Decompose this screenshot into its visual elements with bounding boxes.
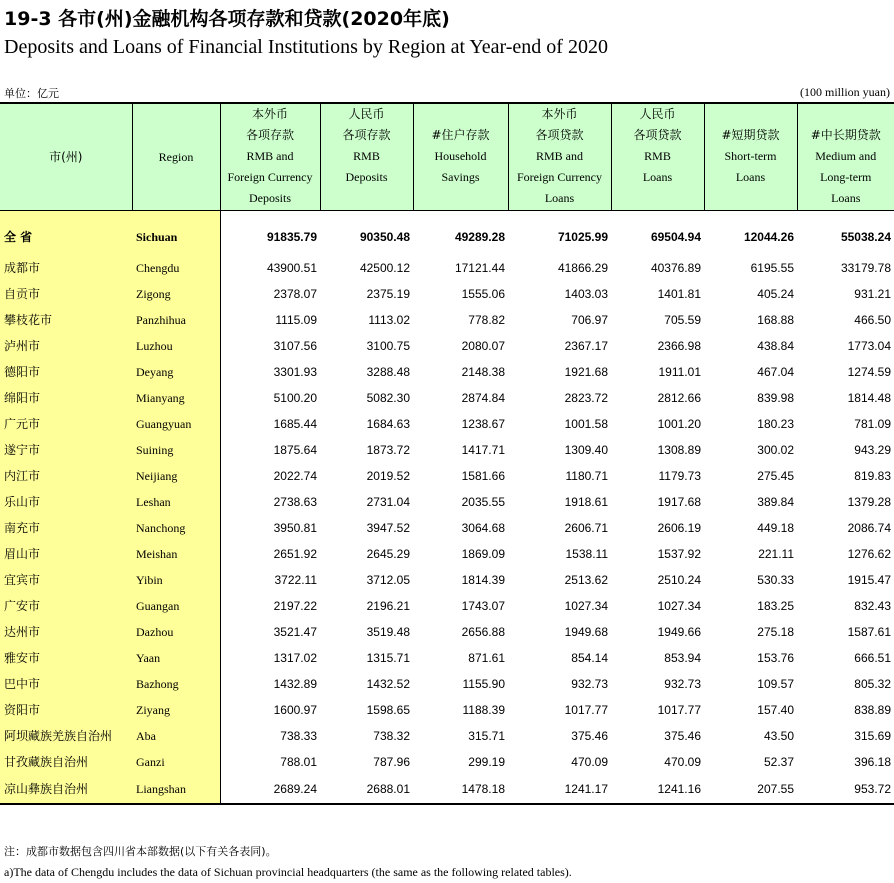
table-row: [0, 619, 894, 645]
value-cell: 1537.92: [657, 547, 701, 561]
value-cell: 1241.17: [508, 775, 611, 804]
value-cell: 2148.38: [461, 365, 505, 379]
value-cell: 3950.81: [273, 521, 317, 535]
value-cell: 1317.02: [273, 651, 317, 665]
unit-label-en: (100 million yuan): [800, 85, 890, 99]
table-row: [0, 411, 894, 437]
value-cell: 1017.77: [657, 703, 701, 717]
value-cell: 3288.48: [366, 365, 410, 379]
value-cell: 1188.39: [462, 703, 505, 717]
value-cell: 2731.04: [366, 495, 410, 509]
value-cell: 52.37: [763, 755, 794, 769]
value-cell: 1949.68: [564, 625, 608, 639]
value-cell: 2080.07: [461, 339, 505, 353]
region-name-cn: 眉山市: [0, 541, 132, 567]
region-name-cn: 广安市: [0, 593, 132, 619]
value-cell: 2874.84: [461, 391, 505, 405]
value-cell: 315.69: [854, 729, 891, 743]
region-name-en: Ziyang: [132, 697, 220, 723]
value-cell: 854.14: [571, 651, 608, 665]
header-col-loans-total: 本外币 各项贷款 RMB and Foreign Currency Loans: [508, 103, 611, 211]
value-cell: 1869.09: [461, 547, 505, 561]
table-row: [0, 671, 894, 697]
value-cell: 5082.30: [366, 391, 410, 405]
region-name-en: Deyang: [132, 359, 220, 385]
table-row: [0, 463, 894, 489]
value-cell: 299.19: [468, 755, 505, 769]
value-cell: 1027.34: [657, 599, 701, 613]
value-cell: 781.09: [854, 417, 891, 431]
value-cell: 3301.93: [273, 365, 317, 379]
value-cell: 932.73: [664, 677, 701, 691]
value-cell: 1027.34: [564, 599, 608, 613]
value-cell: 1875.64: [273, 443, 317, 457]
value-cell: 1113.02: [368, 313, 410, 327]
region-name-en: Yibin: [132, 567, 220, 593]
region-name-en: Mianyang: [132, 385, 220, 411]
region-name-en: Neijiang: [132, 463, 220, 489]
header-row: [0, 103, 894, 211]
value-cell: 438.84: [757, 339, 794, 353]
table-row: [0, 359, 894, 385]
value-cell: 2606.19: [657, 521, 701, 535]
value-cell: 2823.72: [564, 391, 608, 405]
region-name-cn: 成都市: [0, 255, 132, 281]
value-cell: 180.23: [757, 417, 794, 431]
table-row: [0, 775, 894, 804]
value-cell: 2019.52: [366, 469, 410, 483]
value-cell: 1315.71: [366, 651, 410, 665]
value-cell: 2656.88: [461, 625, 505, 639]
table-row: [0, 489, 894, 515]
value-cell: 1814.39: [461, 573, 505, 587]
value-cell: 2689.24: [220, 775, 320, 804]
table-row-total: [0, 211, 894, 256]
value-cell: 1684.63: [366, 417, 410, 431]
value-cell: 275.18: [757, 625, 794, 639]
value-cell: 1238.67: [461, 417, 505, 431]
region-name-en: Aba: [132, 723, 220, 749]
value-cell: 1017.77: [564, 703, 608, 717]
unit-label-cn: 单位：亿元: [4, 87, 59, 100]
value-cell: 43.50: [763, 729, 794, 743]
value-cell: 470.09: [571, 755, 608, 769]
value-cell: 41866.29: [557, 261, 608, 275]
value-cell: 470.09: [664, 755, 701, 769]
value-cell: 3712.05: [366, 573, 410, 587]
value-cell: 33179.78: [840, 261, 891, 275]
value-cell: 1241.16: [611, 775, 704, 804]
value-cell: 706.97: [571, 313, 608, 327]
value-cell: 1581.66: [461, 469, 505, 483]
value-cell: 183.25: [757, 599, 794, 613]
value-cell: 2378.07: [273, 287, 317, 301]
value-cell: 3064.68: [461, 521, 505, 535]
table-body: [0, 211, 894, 805]
value-cell: 1921.68: [564, 365, 608, 379]
value-cell: 832.43: [854, 599, 891, 613]
region-name-cn: 甘孜藏族自治州: [0, 749, 132, 775]
value-cell: 2738.63: [273, 495, 317, 509]
value-cell: 2651.92: [273, 547, 317, 561]
region-name-cn: 阿坝藏族羌族自治州: [0, 723, 132, 749]
region-name-cn: 泸州市: [0, 333, 132, 359]
table-row: [0, 749, 894, 775]
region-name-en: Panzhihua: [132, 307, 220, 333]
table-row: [0, 437, 894, 463]
value-cell: 389.84: [757, 495, 794, 509]
value-cell: 1555.06: [461, 287, 505, 301]
value-cell: 1155.90: [462, 677, 505, 691]
value-cell: 2196.21: [366, 599, 410, 613]
value-cell: 1309.40: [564, 443, 608, 457]
value-cell: 819.83: [854, 469, 891, 483]
value-cell: 109.57: [757, 677, 794, 691]
footnote-en: a)The data of Chengdu includes the data of Sichuan provincial headquarters (the same as the following related tables).: [4, 865, 572, 879]
value-cell: 932.73: [571, 677, 608, 691]
value-cell: 1873.72: [366, 443, 410, 457]
value-cell: 17121.44: [454, 261, 505, 275]
region-name-cn: 德阳市: [0, 359, 132, 385]
region-name-en: Nanchong: [132, 515, 220, 541]
value-cell: 375.46: [571, 729, 608, 743]
value-cell: 405.24: [757, 287, 794, 301]
value-cell: 953.72: [797, 775, 894, 804]
header-col-deposits-rmb: 人民币 各项存款 RMB Deposits: [320, 103, 413, 211]
value-cell: 943.29: [854, 443, 891, 457]
value-cell: 3521.47: [273, 625, 317, 639]
value-cell: 1743.07: [461, 599, 505, 613]
value-cell: 738.33: [280, 729, 317, 743]
table-row: [0, 333, 894, 359]
value-cell: 1814.48: [847, 391, 891, 405]
header-col-short-term-loans: #短期贷款 Short-term Loans: [704, 103, 797, 211]
value-cell: 90350.48: [359, 230, 410, 244]
value-cell: 375.46: [664, 729, 701, 743]
value-cell: 1180.71: [565, 469, 608, 483]
value-cell: 1917.68: [657, 495, 701, 509]
region-name-cn: 达州市: [0, 619, 132, 645]
value-cell: 2086.74: [847, 521, 891, 535]
region-name-en: Dazhou: [132, 619, 220, 645]
value-cell: 6195.55: [750, 261, 794, 275]
region-name-en: Zigong: [132, 281, 220, 307]
value-cell: 1379.28: [847, 495, 891, 509]
table-row: [0, 645, 894, 671]
value-cell: 221.11: [758, 547, 794, 561]
value-cell: 2606.71: [564, 521, 608, 535]
page-title-cn: 19-3 各市(州)金融机构各项存款和贷款(2020年底): [4, 8, 450, 30]
region-name-en: Sichuan: [132, 211, 220, 256]
header-region-en: Region: [132, 103, 220, 211]
region-name-cn: 乐山市: [0, 489, 132, 515]
value-cell: 396.18: [854, 755, 891, 769]
header-col-deposits-total: 本外币 各项存款 RMB and Foreign Currency Deposits: [220, 103, 320, 211]
value-cell: 157.40: [757, 703, 794, 717]
value-cell: 1600.97: [273, 703, 317, 717]
value-cell: 2366.98: [657, 339, 701, 353]
value-cell: 3519.48: [366, 625, 410, 639]
value-cell: 40376.89: [650, 261, 701, 275]
value-cell: 69504.94: [650, 230, 701, 244]
value-cell: 42500.12: [359, 261, 410, 275]
header-col-long-term-loans: #中长期贷款 Medium and Long-term Loans: [797, 103, 894, 211]
table-row: [0, 385, 894, 411]
value-cell: 871.61: [468, 651, 505, 665]
value-cell: 1587.61: [847, 625, 891, 639]
value-cell: 466.50: [854, 313, 891, 327]
table-row: [0, 541, 894, 567]
value-cell: 275.45: [757, 469, 794, 483]
value-cell: 1308.89: [657, 443, 701, 457]
region-name-en: Chengdu: [132, 255, 220, 281]
value-cell: 2513.62: [564, 573, 608, 587]
value-cell: 2375.19: [366, 287, 410, 301]
value-cell: 839.98: [757, 391, 794, 405]
data-table: [0, 102, 894, 805]
value-cell: 207.55: [704, 775, 797, 804]
value-cell: 91835.79: [266, 230, 317, 244]
value-cell: 315.71: [468, 729, 505, 743]
region-name-cn: 自贡市: [0, 281, 132, 307]
value-cell: 1432.89: [273, 677, 317, 691]
header-city-cn: 市(州): [0, 103, 132, 211]
header-col-loans-rmb: 人民币 各项贷款 RMB Loans: [611, 103, 704, 211]
table-row: [0, 515, 894, 541]
value-cell: 1598.65: [366, 703, 410, 717]
value-cell: 738.32: [373, 729, 410, 743]
value-cell: 931.21: [854, 287, 891, 301]
region-name-en: Luzhou: [132, 333, 220, 359]
value-cell: 1538.11: [565, 547, 608, 561]
value-cell: 2367.17: [564, 339, 608, 353]
value-cell: 788.01: [280, 755, 317, 769]
value-cell: 153.76: [757, 651, 794, 665]
value-cell: 778.82: [468, 313, 505, 327]
value-cell: 12044.26: [743, 230, 794, 244]
value-cell: 1685.44: [273, 417, 317, 431]
region-name-cn: 南充市: [0, 515, 132, 541]
region-name-cn: 遂宁市: [0, 437, 132, 463]
value-cell: 1478.18: [413, 775, 508, 804]
value-cell: 1915.47: [847, 573, 891, 587]
value-cell: 467.04: [757, 365, 794, 379]
region-name-en: Meishan: [132, 541, 220, 567]
region-name-cn: 全 省: [0, 211, 132, 256]
value-cell: 853.94: [664, 651, 701, 665]
region-name-cn: 广元市: [0, 411, 132, 437]
value-cell: 2197.22: [273, 599, 317, 613]
value-cell: 1773.04: [847, 339, 891, 353]
region-name-cn: 雅安市: [0, 645, 132, 671]
page-title-en: Deposits and Loans of Financial Institutions by Region at Year-end of 2020: [4, 36, 608, 58]
value-cell: 3107.56: [273, 339, 317, 353]
region-name-cn: 宜宾市: [0, 567, 132, 593]
value-cell: 2022.74: [273, 469, 317, 483]
value-cell: 1001.58: [564, 417, 608, 431]
value-cell: 300.02: [757, 443, 794, 457]
value-cell: 2035.55: [461, 495, 505, 509]
value-cell: 838.89: [854, 703, 891, 717]
table-row: [0, 697, 894, 723]
value-cell: 1179.73: [658, 469, 701, 483]
value-cell: 1918.61: [564, 495, 608, 509]
region-name-cn: 内江市: [0, 463, 132, 489]
value-cell: 55038.24: [840, 230, 891, 244]
table-row: [0, 723, 894, 749]
value-cell: 1403.03: [564, 287, 608, 301]
value-cell: 705.59: [664, 313, 701, 327]
value-cell: 3100.75: [366, 339, 410, 353]
value-cell: 449.18: [757, 521, 794, 535]
value-cell: 2510.24: [657, 573, 701, 587]
region-name-cn: 巴中市: [0, 671, 132, 697]
region-name-en: Yaan: [132, 645, 220, 671]
value-cell: 1274.59: [847, 365, 891, 379]
value-cell: 1949.66: [657, 625, 701, 639]
region-name-cn: 资阳市: [0, 697, 132, 723]
value-cell: 2688.01: [320, 775, 413, 804]
table-row: [0, 307, 894, 333]
region-name-en: Suining: [132, 437, 220, 463]
header-col-household-savings: #住户存款 Household Savings: [413, 103, 508, 211]
value-cell: 666.51: [854, 651, 891, 665]
region-name-en: Guangyuan: [132, 411, 220, 437]
value-cell: 5100.20: [273, 391, 317, 405]
value-cell: 530.33: [757, 573, 794, 587]
value-cell: 787.96: [373, 755, 410, 769]
region-name-en: Liangshan: [132, 775, 220, 804]
value-cell: 71025.99: [557, 230, 608, 244]
table-row: [0, 255, 894, 281]
value-cell: 1432.52: [366, 677, 410, 691]
table-row: [0, 567, 894, 593]
value-cell: 1115.09: [275, 313, 317, 327]
value-cell: 1401.81: [657, 287, 701, 301]
value-cell: 805.32: [854, 677, 891, 691]
region-name-cn: 凉山彝族自治州: [0, 775, 132, 804]
footnote-cn: 注：成都市数据包含四川省本部数据(以下有关各表同)。: [4, 845, 277, 858]
table-row: [0, 281, 894, 307]
region-name-cn: 攀枝花市: [0, 307, 132, 333]
value-cell: 3722.11: [274, 573, 317, 587]
value-cell: 3947.52: [366, 521, 410, 535]
region-name-en: Bazhong: [132, 671, 220, 697]
region-name-en: Leshan: [132, 489, 220, 515]
table-row: [0, 593, 894, 619]
region-name-en: Guangan: [132, 593, 220, 619]
value-cell: 43900.51: [266, 261, 317, 275]
value-cell: 1001.20: [657, 417, 701, 431]
value-cell: 2645.29: [366, 547, 410, 561]
value-cell: 168.88: [757, 313, 794, 327]
region-name-cn: 绵阳市: [0, 385, 132, 411]
value-cell: 1276.62: [847, 547, 891, 561]
value-cell: 2812.66: [657, 391, 701, 405]
value-cell: 1417.71: [461, 443, 505, 457]
value-cell: 1911.01: [658, 365, 701, 379]
region-name-en: Ganzi: [132, 749, 220, 775]
value-cell: 49289.28: [454, 230, 505, 244]
